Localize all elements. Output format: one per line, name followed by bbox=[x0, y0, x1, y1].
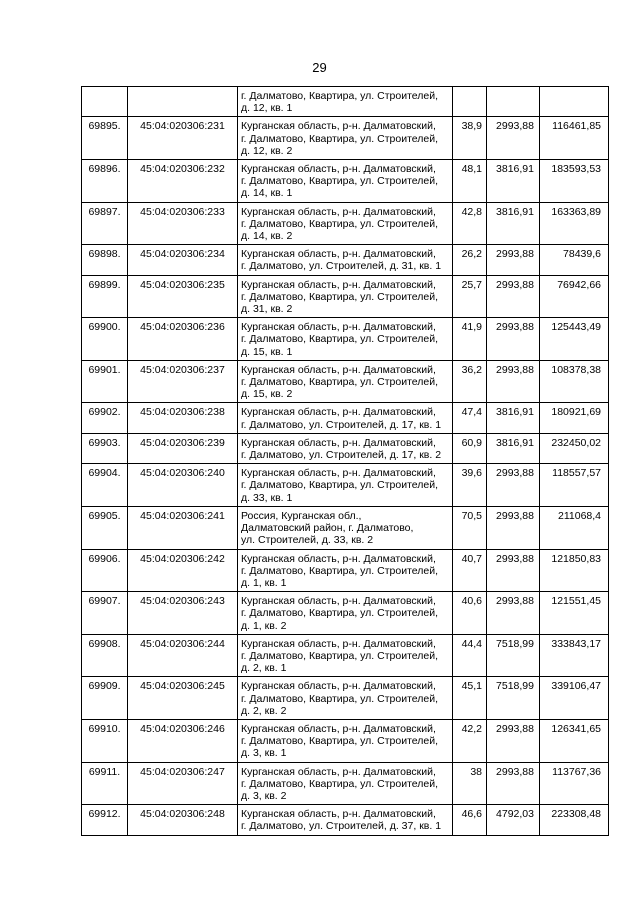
row-number-cell: 69900. bbox=[82, 318, 128, 361]
cadastral-number-cell bbox=[128, 87, 238, 117]
table-row bbox=[82, 87, 609, 117]
row-number-cell: 69910. bbox=[82, 719, 128, 762]
unit-price-cell: 2993,88 bbox=[487, 360, 540, 403]
table-row bbox=[82, 275, 609, 318]
address-line: Курганская область, р-н. Далматовский, bbox=[241, 163, 436, 176]
address-line: Курганская область, р-н. Далматовский, bbox=[241, 321, 436, 334]
row-number-cell: 69902. bbox=[82, 403, 128, 433]
address-line: г. Далматово, Квартира, ул. Строителей, bbox=[241, 175, 439, 188]
total-value-cell: 116461,85 bbox=[540, 117, 609, 160]
cadastral-number-cell: 45:04:020306:234 bbox=[128, 245, 238, 275]
cadastral-number-cell: 45:04:020306:237 bbox=[128, 360, 238, 403]
page-number: 29 bbox=[312, 60, 327, 75]
address-line: г. Далматово, Квартира, ул. Строителей, bbox=[241, 564, 439, 577]
address-line: Курганская область, р-н. Далматовский, bbox=[241, 406, 436, 419]
address-line: д. 1, кв. 2 bbox=[241, 619, 287, 632]
address-line: д. 31, кв. 2 bbox=[241, 303, 293, 316]
address-cell bbox=[238, 245, 453, 275]
address-line: г. Далматово, ул. Строителей, д. 37, кв. 1 bbox=[241, 820, 442, 833]
row-number-cell: 69895. bbox=[82, 117, 128, 160]
cadastral-number-cell: 45:04:020306:243 bbox=[128, 592, 238, 635]
area-cell: 42,2 bbox=[453, 719, 487, 762]
table-row bbox=[82, 433, 609, 463]
unit-price-cell: 2993,88 bbox=[487, 549, 540, 592]
address-cell bbox=[238, 805, 453, 835]
cadastral-number-cell: 45:04:020306:236 bbox=[128, 318, 238, 361]
address-cell bbox=[238, 87, 453, 117]
unit-price-cell: 2993,88 bbox=[487, 762, 540, 805]
table-row bbox=[82, 360, 609, 403]
address-line: г. Далматово, ул. Строителей, д. 17, кв. 1 bbox=[241, 418, 442, 431]
address-line: г. Далматово, ул. Строителей, д. 31, кв. 1 bbox=[241, 260, 442, 273]
total-value-cell: 183593,53 bbox=[540, 160, 609, 203]
unit-price-cell: 3816,91 bbox=[487, 202, 540, 245]
unit-price-cell: 2993,88 bbox=[487, 506, 540, 549]
total-value-cell: 125443,49 bbox=[540, 318, 609, 361]
address-line: Курганская область, р-н. Далматовский, bbox=[241, 467, 436, 480]
address-line: г. Далматово, ул. Строителей, д. 17, кв. 2 bbox=[241, 449, 442, 462]
row-number-cell: 69905. bbox=[82, 506, 128, 549]
unit-price-cell: 2993,88 bbox=[487, 275, 540, 318]
address-line: г. Далматово, Квартира, ул. Строителей, bbox=[241, 479, 439, 492]
table-body bbox=[82, 87, 609, 836]
unit-price-cell: 2993,88 bbox=[487, 592, 540, 635]
cadastral-number-cell: 45:04:020306:245 bbox=[128, 677, 238, 720]
row-number-cell: 69896. bbox=[82, 160, 128, 203]
address-line: г. Далматово, Квартира, ул. Строителей, bbox=[241, 290, 439, 303]
address-line: Курганская область, р-н. Далматовский, bbox=[241, 552, 436, 565]
unit-price-cell: 7518,99 bbox=[487, 677, 540, 720]
address-line: д. 3, кв. 1 bbox=[241, 747, 287, 760]
unit-price-cell: 7518,99 bbox=[487, 634, 540, 677]
unit-price-cell: 3816,91 bbox=[487, 433, 540, 463]
area-cell: 38,9 bbox=[453, 117, 487, 160]
address-line: Курганская область, р-н. Далматовский, bbox=[241, 722, 436, 735]
row-number-cell: 69912. bbox=[82, 805, 128, 835]
table-row bbox=[82, 464, 609, 507]
cadastral-number-cell: 45:04:020306:238 bbox=[128, 403, 238, 433]
address-cell bbox=[238, 719, 453, 762]
area-cell: 46,6 bbox=[453, 805, 487, 835]
table-row bbox=[82, 634, 609, 677]
row-number-cell: 69899. bbox=[82, 275, 128, 318]
cadastral-number-cell: 45:04:020306:246 bbox=[128, 719, 238, 762]
address-cell bbox=[238, 202, 453, 245]
total-value-cell: 126341,65 bbox=[540, 719, 609, 762]
cadastral-number-cell: 45:04:020306:232 bbox=[128, 160, 238, 203]
table-row bbox=[82, 592, 609, 635]
total-value-cell: 223308,48 bbox=[540, 805, 609, 835]
total-value-cell: 118557,57 bbox=[540, 464, 609, 507]
total-value-cell: 232450,02 bbox=[540, 433, 609, 463]
address-cell bbox=[238, 634, 453, 677]
unit-price-cell: 3816,91 bbox=[487, 160, 540, 203]
area-cell: 40,7 bbox=[453, 549, 487, 592]
cadastral-number-cell: 45:04:020306:231 bbox=[128, 117, 238, 160]
table-row bbox=[82, 506, 609, 549]
address-line: д. 12, кв. 2 bbox=[241, 144, 293, 157]
table-row bbox=[82, 318, 609, 361]
cadastral-number-cell: 45:04:020306:248 bbox=[128, 805, 238, 835]
address-line: Курганская область, р-н. Далматовский, bbox=[241, 680, 436, 693]
address-line: г. Далматово, Квартира, ул. Строителей, bbox=[241, 217, 439, 230]
row-number-cell bbox=[82, 87, 128, 117]
address-cell bbox=[238, 762, 453, 805]
unit-price-cell: 3816,91 bbox=[487, 403, 540, 433]
address-line: д. 1, кв. 1 bbox=[241, 576, 287, 589]
area-cell: 25,7 bbox=[453, 275, 487, 318]
address-line: Курганская область, р-н. Далматовский, bbox=[241, 595, 436, 608]
total-value-cell: 121551,45 bbox=[540, 592, 609, 635]
address-line: г. Далматово, Квартира, ул. Строителей, bbox=[241, 649, 439, 662]
cadastral-number-cell: 45:04:020306:241 bbox=[128, 506, 238, 549]
address-cell bbox=[238, 433, 453, 463]
address-line: г. Далматово, Квартира, ул. Строителей, bbox=[241, 735, 439, 748]
address-line: Курганская область, р-н. Далматовский, bbox=[241, 808, 436, 821]
area-cell: 48,1 bbox=[453, 160, 487, 203]
total-value-cell: 339106,47 bbox=[540, 677, 609, 720]
total-value-cell: 78439,6 bbox=[540, 245, 609, 275]
property-table bbox=[81, 86, 609, 836]
table-row bbox=[82, 677, 609, 720]
cadastral-number-cell: 45:04:020306:240 bbox=[128, 464, 238, 507]
address-line: Курганская область, р-н. Далматовский, bbox=[241, 278, 436, 291]
address-line: Курганская область, р-н. Далматовский, bbox=[241, 205, 436, 218]
row-number-cell: 69898. bbox=[82, 245, 128, 275]
area-cell: 36,2 bbox=[453, 360, 487, 403]
total-value-cell: 180921,69 bbox=[540, 403, 609, 433]
total-value-cell: 121850,83 bbox=[540, 549, 609, 592]
area-cell: 40,6 bbox=[453, 592, 487, 635]
address-cell bbox=[238, 549, 453, 592]
address-line: Далматовский район, г. Далматово, bbox=[241, 522, 414, 535]
area-cell: 41,9 bbox=[453, 318, 487, 361]
address-line: г. Далматово, Квартира, ул. Строителей, bbox=[241, 777, 439, 790]
row-number-cell: 69903. bbox=[82, 433, 128, 463]
table-row bbox=[82, 549, 609, 592]
address-line: д. 14, кв. 2 bbox=[241, 230, 293, 243]
unit-price-cell bbox=[487, 87, 540, 117]
unit-price-cell: 2993,88 bbox=[487, 719, 540, 762]
address-line: г. Далматово, Квартира, ул. Строителей, bbox=[241, 90, 439, 102]
total-value-cell: 113767,36 bbox=[540, 762, 609, 805]
address-cell bbox=[238, 160, 453, 203]
address-cell bbox=[238, 506, 453, 549]
total-value-cell: 163363,89 bbox=[540, 202, 609, 245]
cadastral-number-cell: 45:04:020306:247 bbox=[128, 762, 238, 805]
table-row bbox=[82, 160, 609, 203]
row-number-cell: 69897. bbox=[82, 202, 128, 245]
address-line: д. 12, кв. 1 bbox=[241, 102, 293, 115]
address-line: д. 3, кв. 2 bbox=[241, 789, 287, 802]
address-line: д. 15, кв. 1 bbox=[241, 345, 293, 358]
row-number-cell: 69911. bbox=[82, 762, 128, 805]
cadastral-number-cell: 45:04:020306:239 bbox=[128, 433, 238, 463]
unit-price-cell: 2993,88 bbox=[487, 117, 540, 160]
area-cell: 42,8 bbox=[453, 202, 487, 245]
address-line: д. 33, кв. 1 bbox=[241, 491, 293, 504]
table-row bbox=[82, 719, 609, 762]
address-line: ул. Строителей, д. 33, кв. 2 bbox=[241, 534, 374, 547]
area-cell: 45,1 bbox=[453, 677, 487, 720]
table-row bbox=[82, 403, 609, 433]
unit-price-cell: 2993,88 bbox=[487, 464, 540, 507]
cadastral-number-cell: 45:04:020306:235 bbox=[128, 275, 238, 318]
address-line: г. Далматово, Квартира, ул. Строителей, bbox=[241, 692, 439, 705]
total-value-cell: 108378,38 bbox=[540, 360, 609, 403]
cadastral-number-cell: 45:04:020306:242 bbox=[128, 549, 238, 592]
address-line: г. Далматово, Квартира, ул. Строителей, bbox=[241, 607, 439, 620]
table-row bbox=[82, 762, 609, 805]
total-value-cell bbox=[540, 87, 609, 117]
total-value-cell: 76942,66 bbox=[540, 275, 609, 318]
address-line: г. Далматово, Квартира, ул. Строителей, bbox=[241, 376, 439, 389]
unit-price-cell: 2993,88 bbox=[487, 318, 540, 361]
table-row bbox=[82, 805, 609, 835]
area-cell: 39,6 bbox=[453, 464, 487, 507]
cadastral-number-cell: 45:04:020306:233 bbox=[128, 202, 238, 245]
address-line: Курганская область, р-н. Далматовский, bbox=[241, 248, 436, 261]
area-cell bbox=[453, 87, 487, 117]
area-cell: 47,4 bbox=[453, 403, 487, 433]
total-value-cell: 211068,4 bbox=[540, 506, 609, 549]
address-cell bbox=[238, 677, 453, 720]
area-cell: 38 bbox=[453, 762, 487, 805]
area-cell: 26,2 bbox=[453, 245, 487, 275]
unit-price-cell: 4792,03 bbox=[487, 805, 540, 835]
row-number-cell: 69904. bbox=[82, 464, 128, 507]
address-line: д. 2, кв. 2 bbox=[241, 704, 287, 717]
area-cell: 44,4 bbox=[453, 634, 487, 677]
address-line: г. Далматово, Квартира, ул. Строителей, bbox=[241, 132, 439, 145]
unit-price-cell: 2993,88 bbox=[487, 245, 540, 275]
address-cell bbox=[238, 464, 453, 507]
address-line: Россия, Курганская обл., bbox=[241, 509, 362, 522]
address-cell bbox=[238, 275, 453, 318]
address-line: Курганская область, р-н. Далматовский, bbox=[241, 436, 436, 449]
address-line: Курганская область, р-н. Далматовский, bbox=[241, 765, 436, 778]
address-cell bbox=[238, 592, 453, 635]
row-number-cell: 69907. bbox=[82, 592, 128, 635]
address-line: д. 2, кв. 1 bbox=[241, 662, 287, 675]
address-line: Курганская область, р-н. Далматовский, bbox=[241, 120, 436, 133]
row-number-cell: 69909. bbox=[82, 677, 128, 720]
area-cell: 60,9 bbox=[453, 433, 487, 463]
address-line: д. 14, кв. 1 bbox=[241, 187, 293, 200]
address-line: Курганская область, р-н. Далматовский, bbox=[241, 637, 436, 650]
cadastral-number-cell: 45:04:020306:244 bbox=[128, 634, 238, 677]
row-number-cell: 69908. bbox=[82, 634, 128, 677]
table-row bbox=[82, 245, 609, 275]
total-value-cell: 333843,17 bbox=[540, 634, 609, 677]
address-cell bbox=[238, 318, 453, 361]
address-line: Курганская область, р-н. Далматовский, bbox=[241, 363, 436, 376]
address-cell bbox=[238, 360, 453, 403]
row-number-cell: 69906. bbox=[82, 549, 128, 592]
table-row bbox=[82, 117, 609, 160]
row-number-cell: 69901. bbox=[82, 360, 128, 403]
area-cell: 70,5 bbox=[453, 506, 487, 549]
address-cell bbox=[238, 117, 453, 160]
table-row bbox=[82, 202, 609, 245]
address-cell bbox=[238, 403, 453, 433]
address-line: д. 15, кв. 2 bbox=[241, 388, 293, 401]
address-line: г. Далматово, Квартира, ул. Строителей, bbox=[241, 333, 439, 346]
